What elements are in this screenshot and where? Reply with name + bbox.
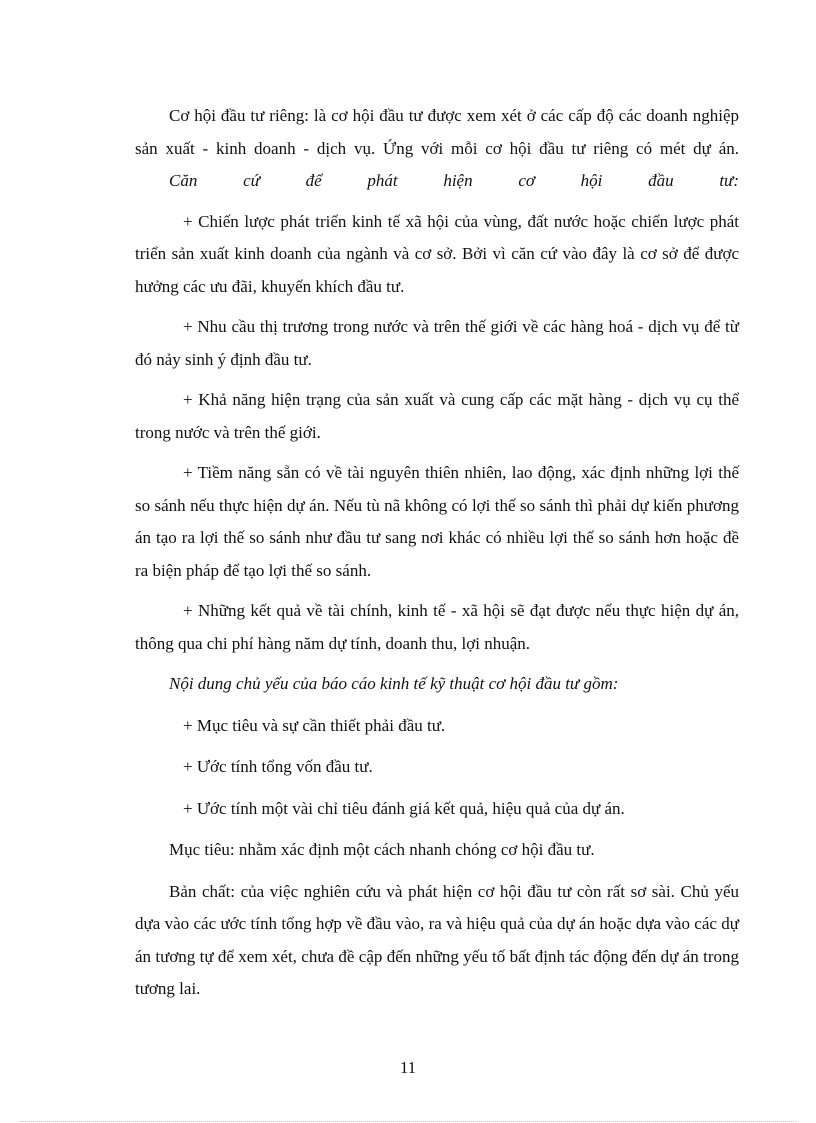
paragraph-nature: Bản chất: của việc nghiên cứu và phát hiện cơ hội đầu tư còn rất sơ sài. Chủ yếu dựa vào các ước tính tổng hợp về đầu vào, ra và hiệu quả của dự án hoặc dựa vào các dự án tương tự để xem xét, chưa đề cập đến những yếu tố bất định tác động đến dự án trong tương lai. <box>135 881 739 998</box>
page-number: 11 <box>399 1058 417 1077</box>
paragraph-content-indicators: + Ước tính một vài chỉ tiêu đánh giá kết quả, hiệu quả của dự án. <box>183 798 625 818</box>
paragraph-basis-strategy: + Chiến lược phát triển kinh tế xã hội của vùng, đất nước hoặc chiến lược phát triển sản xuất kinh doanh của ngành và cơ sở. Bởi vì căn cứ vào đây là cơ sở để được hưởng các ưu đãi, khuyến khích đầu tư. <box>135 211 739 296</box>
paragraph-rieng-opportunity: Cơ hội đầu tư riêng: là cơ hội đầu tư được xem xét ở các cấp độ các doanh nghiệp sản xuất - kinh doanh - dịch vụ. Ứng với mỗi cơ hội đầu tư riêng có mét dự án. <box>135 106 739 158</box>
paragraph-basis-heading: Căn cứ để phát hiện cơ hội đầu tư: <box>169 171 739 190</box>
document-body <box>135 100 739 1006</box>
paragraph-content-capital: + Ước tính tổng vốn đầu tư. <box>183 757 373 776</box>
paragraph-basis-market-demand: + Nhu cầu thị trương trong nước và trên thế giới về các hàng hoá - dịch vụ để từ đó nảy sinh ý định đầu tư. <box>135 317 739 369</box>
footer-divider <box>20 1121 796 1122</box>
paragraph-objective: Mục tiêu: nhằm xác định một cách nhanh chóng cơ hội đầu tư. <box>169 840 595 859</box>
paragraph-basis-results: + Những kết quả về tài chính, kinh tế - xã hội sẽ đạt được nếu thực hiện dự án, thông qua chi phí hàng năm dự tính, doanh thu, lợi nhuận. <box>135 601 739 653</box>
paragraph-basis-potential: + Tiềm năng sẵn có về tài nguyên thiên nhiên, lao động, xác định những lợi thế so sánh nếu thực hiện dự án. Nếu tù nã không có lợi thế so sánh thì phải dự kiến phương án tạo ra lợi thế so sánh như đầu tư sang nơi khác có nhiều lợi thế so sánh hơn hoặc đề ra biện pháp để tạo lợi thế so sánh. <box>135 463 739 580</box>
paragraph-report-content-heading: Nội dung chủ yếu của báo cáo kinh tế kỹ thuật cơ hội đầu tư gồm: <box>169 674 619 693</box>
paragraph-basis-production-capacity: + Khả năng hiện trạng của sản xuất và cung cấp các mặt hàng - dịch vụ cụ thể trong nước và trên thế giới. <box>135 390 739 442</box>
paragraph-content-goal: + Mục tiêu và sự cần thiết phải đầu tư. <box>183 715 446 735</box>
